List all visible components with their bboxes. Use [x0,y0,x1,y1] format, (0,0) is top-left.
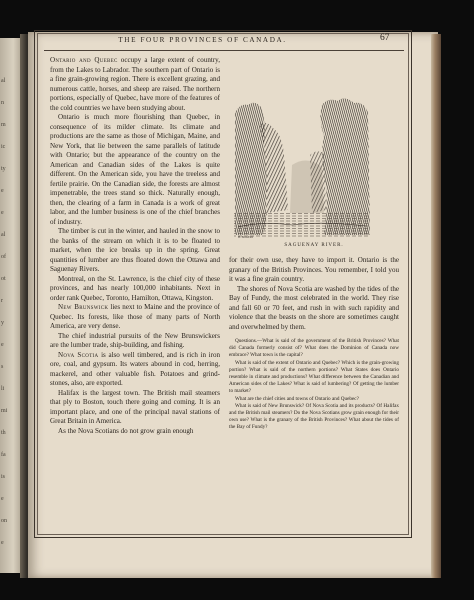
question-paragraph: What are the chief cities and towns of Ontario and Quebec? [235,395,359,402]
left-page-fragment: y [1,320,4,326]
left-page-fragment: e [1,342,4,348]
paragraph [50,227,220,275]
page-number: 67 [380,33,390,43]
header-rule [44,50,404,51]
left-page-fragment: mi [1,408,8,414]
paragraph [50,303,220,332]
svg-text:H. BOGERT: H. BOGERT [238,235,254,239]
left-page-fragment: ty [1,166,6,172]
left-page-fragment: of [1,254,6,260]
question-paragraph: Questions.—What is said of the government of the British Provinces? What did Canada formerly consist of? What does the Dominion of Canada now embrace? What town is the capital? [229,338,399,359]
paragraph [50,427,220,437]
paragraph-text: The shores of Nova Scotia are washed by the tides of the Bay of Fundy, the most celebrated in the world. They rise and fall 60 or 70 feet, and rush in with such rapidity and violence that the beasts on the shore are sometimes caught and overwhelmed by them. [229,284,399,331]
left-page-fragment: e [1,188,4,194]
paragraph [229,285,399,333]
paragraph-text: Montreal, on the St. Lawrence, is the chief city of these provinces, and has nearly 100,000 inhabitants. Next in order rank Quebec, Toronto, Hamilton, Ottawa, Kingston. [50,274,220,302]
left-page-fragment: li [1,386,5,392]
paragraph-text: for their own use, they have to import it. Ontario is the granary of the British Provinces. You remember, I told you it was a fine grain country. [229,256,399,283]
paragraph [50,351,220,389]
paragraph-text: As the Nova Scotians do not grow grain enough [58,426,194,435]
paragraph-lead: Ontario and Quebec [50,56,118,64]
paragraph [50,332,220,351]
left-page-fragment: on [1,518,7,524]
left-page-fragment: th [1,430,6,436]
illustration-caption: SAGUENAY RIVER. [284,243,344,248]
left-page-fragment: al [1,78,6,84]
left-page-fragment: r [1,298,3,304]
question-paragraph: What is said of the extent of Ontario and Quebec? Which is the grain-growing portion? What is said of the northern portions? What States does Ontario resemble in climate and productions? What difference between the Canadian and American sides of the Lakes? What is said of lumbering? Of getting the lumber to market? [229,359,399,395]
right-paragraphs [229,256,399,332]
paragraph-text: is also well timbered, and is rich in iron ore, coal, and gypsum. Its waters abound in cod, herring, mackerel, and other valuable fish. Potatoes and grind-stones, also, are exported. [50,350,220,387]
left-column [50,56,220,436]
paragraph-text: lies next to Maine and the province of Quebec. Its forests, like those of many parts of North America, are very dense. [50,303,220,330]
question-paragraph: What is said of New Brunswick? Of Nova Scotia and its products? Of Halifax and the British mail steamers? Do the Nova Scotians grow grain enough for their own use? What is the granary of the British Provinces? What about the tides of the Bay of Fundy? [229,402,399,431]
paragraph [50,113,220,227]
right-column [229,256,399,432]
left-page-fragment: al [1,232,6,238]
left-page-fragment: ic [1,144,6,150]
left-page-fragment: n [1,100,4,106]
paragraph [50,275,220,304]
paragraph-text: Ontario is much more flourishing than Quebec, in consequence of its milder climate. Its climate and productions are the same as those of Michigan, Maine, and New York, that lie between the same parallels of latitude with Ontario; but the appearance of the country on the American and Canadian sides of the Lakes is quite different. On the American side, you have the treeless and fertile prairie. On the Canadian side, the forests are almost impenetrable, the trees stand so thick. Naturally enough, then, the clearing of a farm in Canada is a work of great labor, and the lumber business is one of the chief branches of industry. [50,113,220,226]
left-page-fragment: m [1,122,6,128]
review-questions [229,338,399,432]
left-page-fragment: fa [1,452,6,458]
saguenay-river-illustration [232,95,372,240]
paragraph [50,389,220,427]
left-page-fragment: s [1,364,4,370]
paragraph-text: occupy a large extent of country, from the Lakes to Labrador. The southern part of Ontario is a fine grain-growing region. There is excellent grazing, and numerous cattle, horses, and sheep are raised. The northern portions, especially of Quebec, have more of the features of the cold countries we have been studying about. [50,56,221,112]
paragraph-text: The timber is cut in the winter, and hauled in the snow to the banks of the stream on which it is to be floated to market, when the ice breaks up in the spring. Great quantities of lumber are thus floated down the Ottawa and Saguenay Rivers. [50,227,220,273]
left-page-fragment: e [1,210,4,216]
running-head: THE FOUR PROVINCES OF CANADA. [118,36,287,44]
left-page-fragment: is [1,474,6,480]
paragraph-text: The chief industrial pursuits of the New Brunswickers are the lumber trade, ship-building, and fishing. [50,331,220,349]
paragraph-text: Halifax is the largest town. The British mail steamers that ply to Boston, touch there going and coming. It is an important place, and one of the principal naval stations of Great Britain in America. [50,388,220,425]
paragraph [229,256,399,285]
left-page-fragment: ot [1,276,6,282]
page-edge [431,34,441,578]
left-page-fragment: e [1,540,4,546]
paragraph-lead: Nova Scotia [58,350,99,359]
paragraph [50,56,220,113]
left-page-fragment: e [1,496,4,502]
paragraph-lead: New Brunswick [58,303,109,311]
